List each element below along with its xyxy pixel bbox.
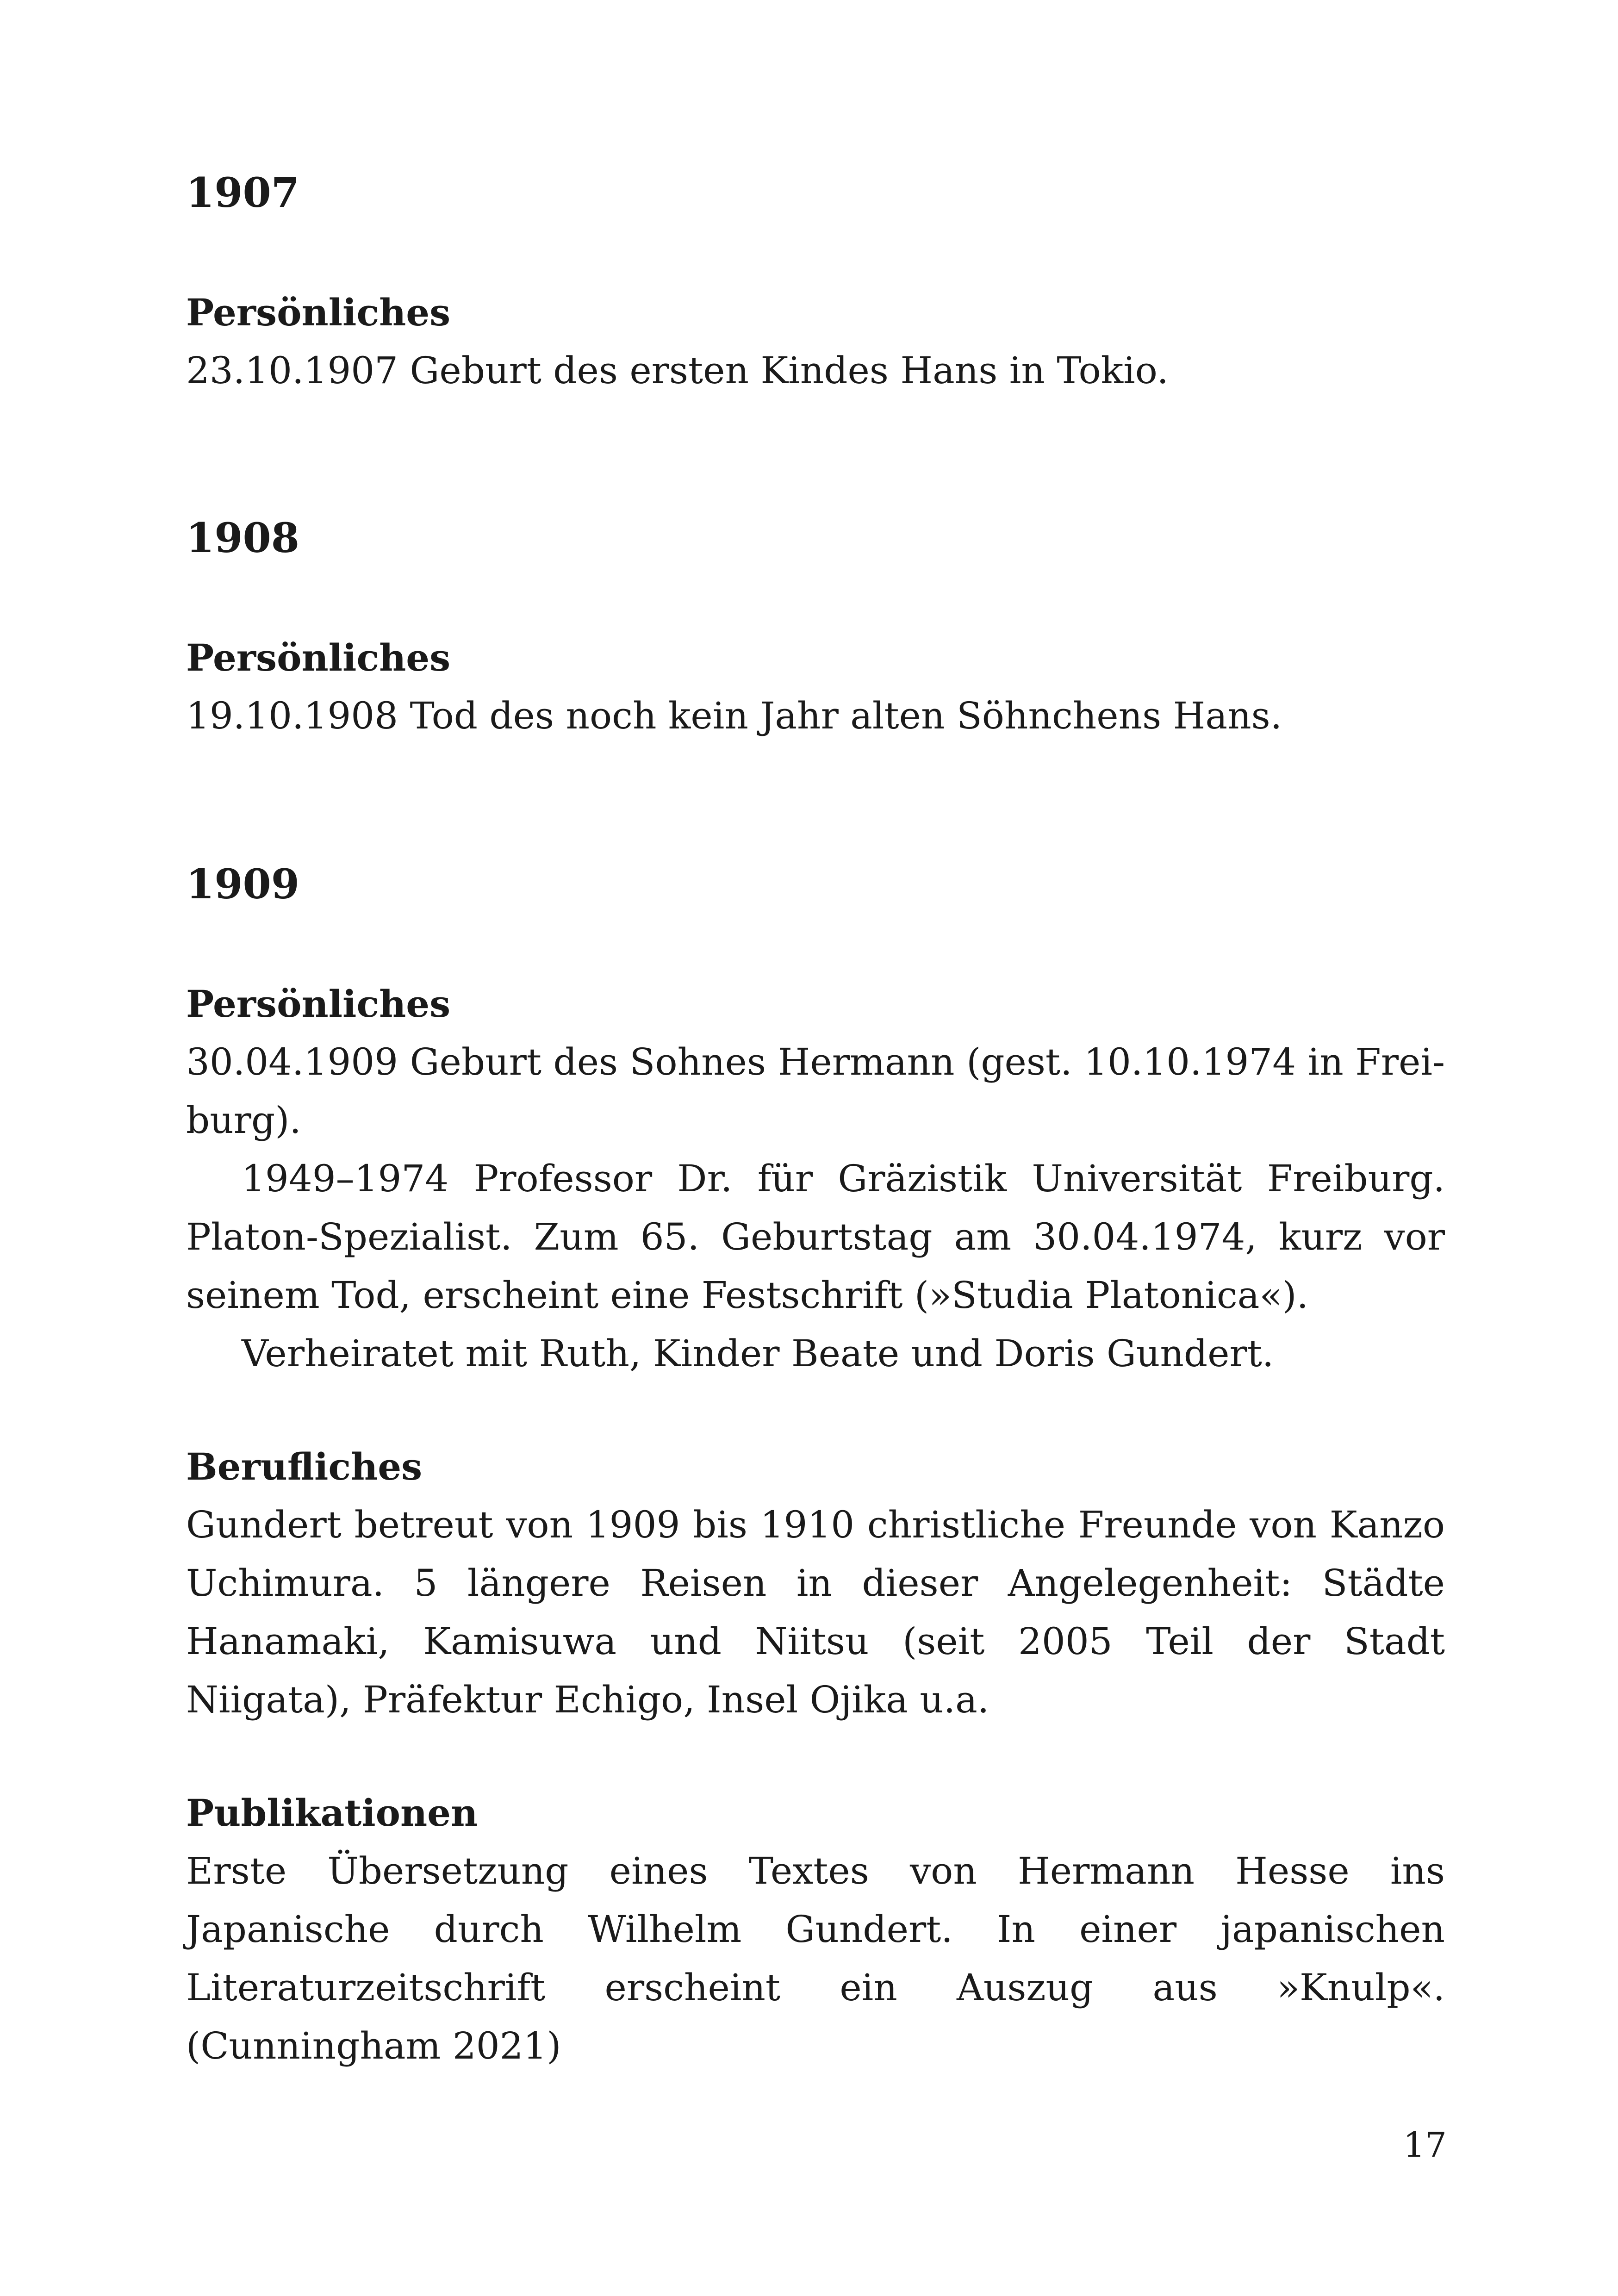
section-paragraph: 19.10.1908 Tod des noch kein Jahr alten Söhnchens Hans.	[186, 694, 1282, 737]
page-number: 17	[1403, 2125, 1447, 2165]
section-personal-1908	[186, 628, 1445, 745]
section-paragraph: 23.10.1907 Geburt des ersten Kindes Hans in Tokio.	[186, 349, 1169, 392]
year-heading: 1908	[186, 514, 299, 562]
year-entry-1909	[186, 860, 1445, 908]
section-paragraph: Erste Übersetzung eines Textes von Hermann Hesse ins Japanische durch Wilhelm Gundert. In einer japanischen Literaturzeitschrift erscheint ein Auszug aus »Knulp«. (Cunningham 2021)	[186, 1849, 1445, 2067]
section-personal-1909	[186, 975, 1445, 1383]
section-professional-1909	[186, 1437, 1445, 1729]
section-heading: Berufliches	[186, 1445, 423, 1488]
section-heading: Persönliches	[186, 636, 451, 679]
section-personal-1907	[186, 283, 1445, 400]
year-entry-1908	[186, 514, 1445, 562]
section-paragraph: 1949–1974 Professor Dr. für Gräzistik Universität Freiburg. Platon-Spezialist. Zum 65. Geburtstag am 30.04.1974, kurz vor seinem Tod, erscheint eine Festschrift (»Studia Platonica«).	[186, 1157, 1445, 1317]
section-paragraph: Gundert betreut von 1909 bis 1910 christliche Freunde von Kanzo Uchimura. 5 längere Reisen in dieser Angelegenheit: Städte Hanamaki, Kamisuwa und Niitsu (seit 2005 Teil der Stadt Niigata), Präfektur Echigo, Insel Ojika u.a.	[186, 1503, 1445, 1721]
year-heading: 1907	[186, 168, 299, 217]
section-heading: Publikationen	[186, 1791, 478, 1835]
year-heading: 1909	[186, 860, 299, 908]
section-paragraph: 30.04.1909 Geburt des Sohnes Hermann (gest. 10.10.1974 in Freiburg).	[186, 1040, 1445, 1142]
section-heading: Persönliches	[186, 982, 451, 1026]
section-paragraph: Verheiratet mit Ruth, Kinder Beate und Doris Gundert.	[242, 1332, 1274, 1375]
year-entry-1907	[186, 168, 1445, 217]
section-publications-1909	[186, 1784, 1445, 2075]
section-heading: Persönliches	[186, 291, 451, 334]
